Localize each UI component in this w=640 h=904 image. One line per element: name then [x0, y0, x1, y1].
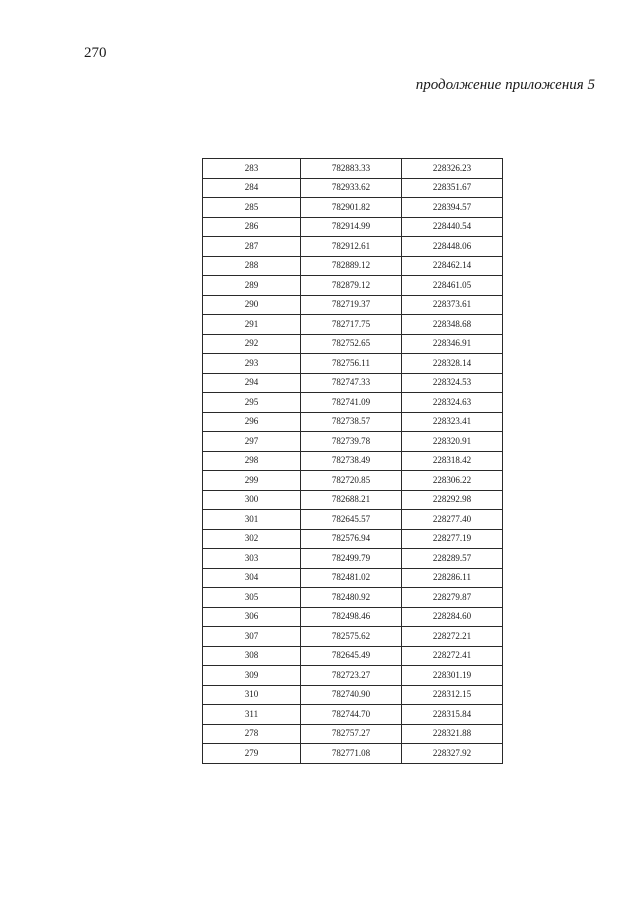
- table-row: [203, 334, 503, 354]
- point-number-cell: 301: [203, 510, 301, 530]
- x-coordinate-cell: 782741.09: [301, 393, 402, 413]
- point-number-cell: 287: [203, 237, 301, 257]
- x-coordinate-cell: 782912.61: [301, 237, 402, 257]
- y-coordinate-cell: 228461.05: [402, 276, 503, 296]
- table-row: [203, 685, 503, 705]
- point-number-cell: 299: [203, 471, 301, 491]
- x-coordinate-cell: 782498.46: [301, 607, 402, 627]
- coordinates-table: [202, 158, 503, 764]
- table-row: [203, 393, 503, 413]
- table-row: [203, 724, 503, 744]
- table-row: [203, 666, 503, 686]
- x-coordinate-cell: 782757.27: [301, 724, 402, 744]
- x-coordinate-cell: 782575.62: [301, 627, 402, 647]
- x-coordinate-cell: 782752.65: [301, 334, 402, 354]
- table-row: [203, 412, 503, 432]
- table-row: [203, 510, 503, 530]
- y-coordinate-cell: 228318.42: [402, 451, 503, 471]
- point-number-cell: 310: [203, 685, 301, 705]
- point-number-cell: 303: [203, 549, 301, 569]
- point-number-cell: 296: [203, 412, 301, 432]
- y-coordinate-cell: 228312.15: [402, 685, 503, 705]
- x-coordinate-cell: 782738.57: [301, 412, 402, 432]
- point-number-cell: 288: [203, 256, 301, 276]
- x-coordinate-cell: 782717.75: [301, 315, 402, 335]
- table-row: [203, 432, 503, 452]
- table-row: [203, 549, 503, 569]
- table-row: [203, 471, 503, 491]
- point-number-cell: 290: [203, 295, 301, 315]
- point-number-cell: 304: [203, 568, 301, 588]
- x-coordinate-cell: 782889.12: [301, 256, 402, 276]
- point-number-cell: 295: [203, 393, 301, 413]
- y-coordinate-cell: 228462.14: [402, 256, 503, 276]
- point-number-cell: 297: [203, 432, 301, 452]
- y-coordinate-cell: 228292.98: [402, 490, 503, 510]
- y-coordinate-cell: 228440.54: [402, 217, 503, 237]
- point-number-cell: 309: [203, 666, 301, 686]
- x-coordinate-cell: 782883.33: [301, 159, 402, 179]
- y-coordinate-cell: 228373.61: [402, 295, 503, 315]
- point-number-cell: 285: [203, 198, 301, 218]
- x-coordinate-cell: 782933.62: [301, 178, 402, 198]
- table-row: [203, 588, 503, 608]
- y-coordinate-cell: 228346.91: [402, 334, 503, 354]
- y-coordinate-cell: 228448.06: [402, 237, 503, 257]
- point-number-cell: 306: [203, 607, 301, 627]
- point-number-cell: 286: [203, 217, 301, 237]
- x-coordinate-cell: 782499.79: [301, 549, 402, 569]
- table-row: [203, 198, 503, 218]
- y-coordinate-cell: 228277.40: [402, 510, 503, 530]
- table-row: [203, 451, 503, 471]
- point-number-cell: 302: [203, 529, 301, 549]
- y-coordinate-cell: 228277.19: [402, 529, 503, 549]
- x-coordinate-cell: 782738.49: [301, 451, 402, 471]
- y-coordinate-cell: 228272.41: [402, 646, 503, 666]
- table-row: [203, 295, 503, 315]
- x-coordinate-cell: 782740.90: [301, 685, 402, 705]
- continuation-caption: продолжение приложения 5: [415, 77, 595, 93]
- x-coordinate-cell: 782723.27: [301, 666, 402, 686]
- x-coordinate-cell: 782879.12: [301, 276, 402, 296]
- table-row: [203, 568, 503, 588]
- x-coordinate-cell: 782645.57: [301, 510, 402, 530]
- y-coordinate-cell: 228326.23: [402, 159, 503, 179]
- y-coordinate-cell: 228320.91: [402, 432, 503, 452]
- y-coordinate-cell: 228289.57: [402, 549, 503, 569]
- table-row: [203, 178, 503, 198]
- x-coordinate-cell: 782720.85: [301, 471, 402, 491]
- table-row: [203, 744, 503, 764]
- point-number-cell: 305: [203, 588, 301, 608]
- point-number-cell: 283: [203, 159, 301, 179]
- x-coordinate-cell: 782756.11: [301, 354, 402, 374]
- point-number-cell: 307: [203, 627, 301, 647]
- y-coordinate-cell: 228306.22: [402, 471, 503, 491]
- y-coordinate-cell: 228272.21: [402, 627, 503, 647]
- point-number-cell: 279: [203, 744, 301, 764]
- x-coordinate-cell: 782914.99: [301, 217, 402, 237]
- point-number-cell: 311: [203, 705, 301, 725]
- x-coordinate-cell: 782719.37: [301, 295, 402, 315]
- table-row: [203, 627, 503, 647]
- table-row: [203, 159, 503, 179]
- y-coordinate-cell: 228324.63: [402, 393, 503, 413]
- table-row: [203, 490, 503, 510]
- table-row: [203, 373, 503, 393]
- table-row: [203, 646, 503, 666]
- x-coordinate-cell: 782645.49: [301, 646, 402, 666]
- x-coordinate-cell: 782688.21: [301, 490, 402, 510]
- table-row: [203, 256, 503, 276]
- table-row: [203, 705, 503, 725]
- table-row: [203, 237, 503, 257]
- y-coordinate-cell: 228286.11: [402, 568, 503, 588]
- point-number-cell: 289: [203, 276, 301, 296]
- y-coordinate-cell: 228351.67: [402, 178, 503, 198]
- x-coordinate-cell: 782739.78: [301, 432, 402, 452]
- coordinates-table-body: [203, 159, 503, 764]
- point-number-cell: 284: [203, 178, 301, 198]
- point-number-cell: 300: [203, 490, 301, 510]
- point-number-cell: 291: [203, 315, 301, 335]
- table-row: [203, 315, 503, 335]
- y-coordinate-cell: 228394.57: [402, 198, 503, 218]
- y-coordinate-cell: 228327.92: [402, 744, 503, 764]
- x-coordinate-cell: 782744.70: [301, 705, 402, 725]
- y-coordinate-cell: 228323.41: [402, 412, 503, 432]
- y-coordinate-cell: 228328.14: [402, 354, 503, 374]
- x-coordinate-cell: 782901.82: [301, 198, 402, 218]
- point-number-cell: 308: [203, 646, 301, 666]
- table-row: [203, 354, 503, 374]
- point-number-cell: 278: [203, 724, 301, 744]
- page-number: 270: [84, 45, 107, 61]
- y-coordinate-cell: 228279.87: [402, 588, 503, 608]
- point-number-cell: 292: [203, 334, 301, 354]
- table-row: [203, 529, 503, 549]
- y-coordinate-cell: 228315.84: [402, 705, 503, 725]
- y-coordinate-cell: 228321.88: [402, 724, 503, 744]
- x-coordinate-cell: 782747.33: [301, 373, 402, 393]
- point-number-cell: 294: [203, 373, 301, 393]
- point-number-cell: 293: [203, 354, 301, 374]
- table-row: [203, 276, 503, 296]
- x-coordinate-cell: 782480.92: [301, 588, 402, 608]
- y-coordinate-cell: 228284.60: [402, 607, 503, 627]
- table-row: [203, 607, 503, 627]
- x-coordinate-cell: 782771.08: [301, 744, 402, 764]
- x-coordinate-cell: 782576.94: [301, 529, 402, 549]
- table-row: [203, 217, 503, 237]
- y-coordinate-cell: 228348.68: [402, 315, 503, 335]
- point-number-cell: 298: [203, 451, 301, 471]
- x-coordinate-cell: 782481.02: [301, 568, 402, 588]
- y-coordinate-cell: 228301.19: [402, 666, 503, 686]
- y-coordinate-cell: 228324.53: [402, 373, 503, 393]
